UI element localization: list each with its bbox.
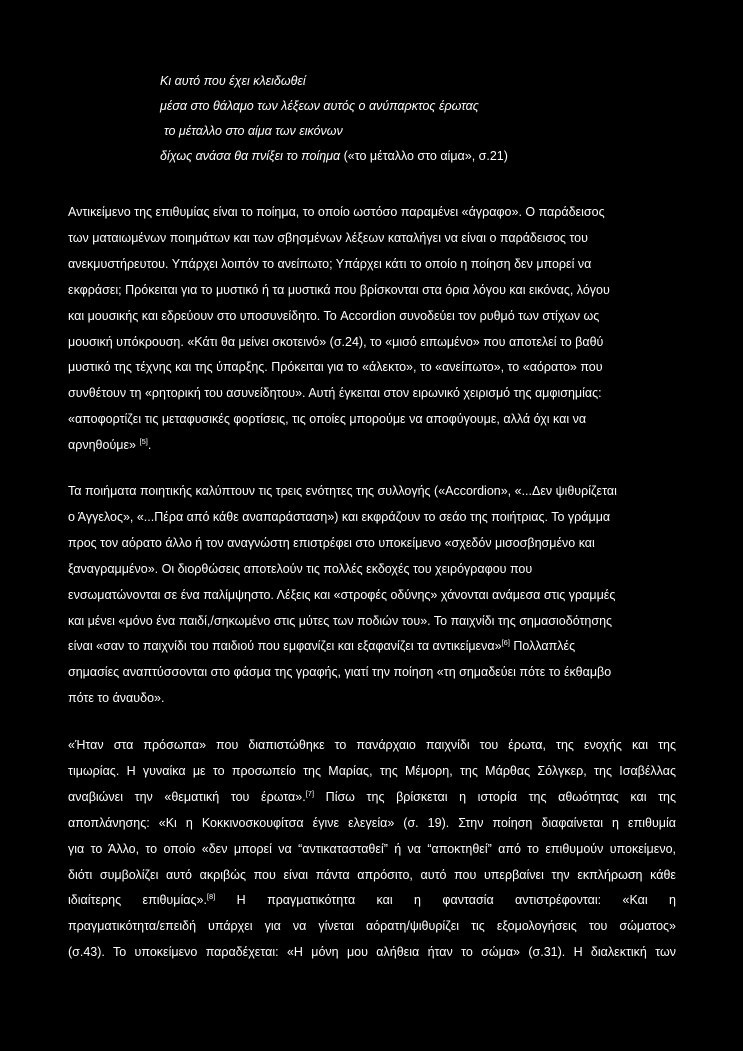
paragraph-line: σημασίες αναπτύσσονται στο φάσμα της γραφής, γιατί την ποίηση «τη σημαδεύει πότε το έκθαμβο: [68, 665, 612, 680]
paragraph-line: προς τον αόρατο άλλο ή τον αναγνώστη επιστρέφει στο υποκείμενο «σχεδόν μισοσβησμένο και: [68, 535, 595, 550]
paragraph-line: διότι συμβολίζει αυτό ακριβώς που είναι πάντα απρόσιτο, αυτό που υπερβαίνει την εκπλήρωση κάθε: [68, 867, 676, 882]
paragraph-line: αποπλάνησης: «Κι η Κοκκινοσκουφίτσα έγινε ελεγεία» (σ. 19). Στην ποίηση διαφαίνεται η επιθυμία: [68, 815, 676, 830]
paragraph-line: Τα ποιήματα ποιητικής καλύπτουν τις τρεις ενότητες της συλλογής («Accordion», «...Δεν ψιθυρίζεται: [68, 484, 617, 498]
poem-quote: [160, 69, 720, 169]
paragraph-line: των ματαιωμένων ποιημάτων και των σβησμένων λέξεων καταλήγει να είναι ο παράδεισος του: [68, 230, 588, 245]
paragraph-line: ανεκμυστήρευτου. Υπάρχει λοιπόν το ανείπωτο; Υπάρχει κάτι το οποίο η ποίηση δεν μπορεί να: [68, 256, 592, 271]
paragraph-line: πραγματικότητα/επειδή υπάρχει για να γίνεται αόρατη/ψιθυρίζει τις εξομολογήσεις του σώματος»: [68, 919, 676, 934]
paragraph-line: «αποφορτίζει τις μεταφυσικές φορτίσεις, τις οποίες μπορούμε να αποφύγουμε, αλλά όχι και να: [68, 412, 587, 427]
paragraph-2: [68, 479, 676, 712]
paragraph-line: ξαναγραμμένο». Οι διορθώσεις αποτελούν τις πολλές εκδοχές του χειρόγραφου που: [68, 561, 533, 576]
paragraph-line: τιμωρίας. Η γυναίκα με το προσωπείο της Μαρίας, της Μέμορη, της Μάρθας Σόλγκερ, της Ισαβέλλας: [68, 763, 676, 778]
paragraph-line: μυστικό της τέχνης και της ύπαρξης. Πρόκειται για το «άλεκτο», το «ανείπωτο», το «αόρατο» που: [68, 360, 603, 375]
paragraph-line: είναι «σαν το παιχνίδι του παιδιού που εμφανίζει και εξαφανίζει τα αντικείμενα»[6] Πολλαπλές: [68, 638, 576, 654]
paragraph-line: εκφράσει; Πρόκειται για το μυστικό ή τα μυστικά που βρίσκονται στα όρια λόγου και εικόνας, λόγου: [68, 282, 610, 297]
paragraph-line: μουσική υπόκρουση. «Κάτι θα μείνει σκοτεινό» (σ.24), το «μισό ειπωμένο» που αποτελεί το βαθύ: [68, 334, 604, 349]
paragraph-line: ενσωματώνονται σε ένα παλίμψηστο. Λέξεις και «στροφές οδύνης» χάνονται ανάμεσα στις γραμμές: [68, 587, 616, 602]
paragraph-line: ο Άγγελος», «...Πέρα από κάθε αναπαράσταση») και εκφράζουν το σεάο της ποιήτριας. Το γράμμα: [68, 509, 611, 524]
paragraph-line: πότε το άναυδο».: [68, 691, 165, 706]
paragraph-line: Αντικείμενο της επιθυμίας είναι το ποίημα, το οποίο ωστόσο παραμένει «άγραφο». Ο παράδεισος: [68, 205, 605, 219]
paragraph-line: «Ήταν στα πρόσωπα» που διαπιστώθηκε το πανάρχαιο παιχνίδι του έρωτα, της ενοχής και της: [68, 738, 676, 752]
poem-line: δίχως ανάσα θα πνίξει το ποίημα («το μέταλλο στο αίμα», σ.21): [160, 149, 508, 163]
footnote-ref[interactable]: [6]: [501, 638, 510, 648]
paragraph-line: για το Άλλο, το οποίο «δεν μπορεί να “αντικατασταθεί” ή να “αποκτηθεί” από το επιθυμούν υποκείμενο,: [68, 841, 676, 856]
paragraph-line: αρνηθούμε» [5].: [68, 437, 152, 453]
paragraph-line: αναβιώνει την «θεματική του έρωτα».[7] Πίσω της βρίσκεται η ιστορία της αθωότητας και της: [68, 788, 676, 804]
paragraph-1: [68, 200, 676, 459]
footnote-ref[interactable]: [7]: [305, 788, 315, 798]
footnote-ref[interactable]: [8]: [206, 892, 216, 902]
poem-citation: («το μέταλλο στο αίμα», σ.21): [340, 149, 508, 163]
paragraph-line: και μένει «μόνο ένα παιδί,/σηκωμένο στις μύτες των ποδιών του». Το παιχνίδι της σημασιοδότησης: [68, 613, 613, 628]
poem-line: Κι αυτό που έχει κλειδωθεί: [160, 74, 306, 88]
poem-line: μέσα στο θάλαμο των λέξεων αυτός ο ανύπαρκτος έρωτας: [160, 99, 479, 113]
paragraph-line: (σ.43). Το υποκείμενο παραδέχεται: «Η μόνη μου αλήθεια ήταν το σώμα» (σ.31). Η διαλεκτική των: [68, 945, 676, 960]
poem-line: το μέταλλο στο αίμα των εικόνων: [164, 124, 343, 138]
footnote-ref[interactable]: [5]: [139, 437, 148, 446]
paragraph-3: [68, 733, 676, 966]
paragraph-line: και μουσικής και εδρεύουν στο υποσυνείδητο. Το Accordion συνοδεύει τον ρυθμό των στίχων ως: [68, 308, 600, 323]
paragraph-line: συνθέτουν τη «ρητορική του ασυνείδητου». Αυτή έγκειται στον ειρωνικό χειρισμό της αμφισημίας:: [68, 386, 602, 401]
paragraph-line: ιδιαίτερης επιθυμίας».[8] Η πραγματικότητα και η φαντασία αντιστρέφονται: «Και η: [68, 892, 676, 908]
